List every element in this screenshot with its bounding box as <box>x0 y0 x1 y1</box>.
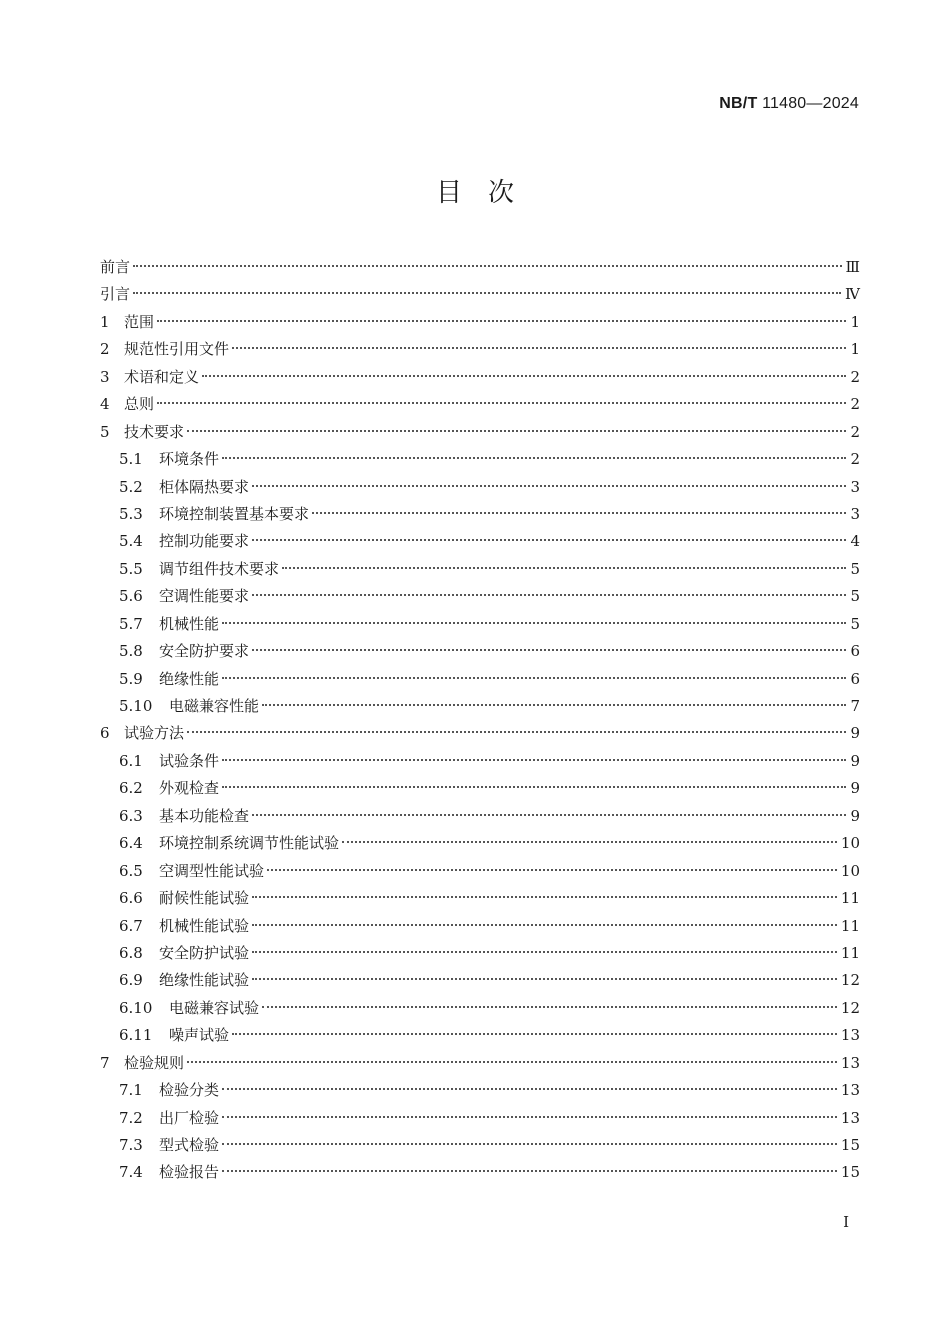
toc-entry-label: 空调型性能试验 <box>159 861 265 880</box>
dot-leader <box>187 430 846 432</box>
toc-entry-page: 13 <box>840 1108 860 1127</box>
toc-entry-label: 试验方法 <box>124 724 185 743</box>
toc-entry-label: 检验规则 <box>124 1053 185 1072</box>
toc-entry-label: 技术要求 <box>124 422 185 441</box>
table-of-contents <box>100 254 860 1187</box>
toc-entry[interactable] <box>100 611 860 638</box>
toc-entry-number: 6.3 <box>119 806 143 825</box>
toc-entry-page: 4 <box>850 532 860 551</box>
toc-entry-page: 13 <box>840 1053 860 1072</box>
toc-entry-number: 1 <box>100 312 110 331</box>
toc-entry[interactable] <box>100 501 860 528</box>
toc-entry[interactable] <box>100 309 860 336</box>
toc-entry-label: 机械性能试验 <box>159 916 250 935</box>
dot-leader <box>222 1088 837 1090</box>
toc-entry[interactable] <box>100 666 860 693</box>
toc-entry-label: 术语和定义 <box>124 367 200 386</box>
toc-entry-number: 6.5 <box>119 861 143 880</box>
dot-leader <box>202 375 846 377</box>
toc-entry-number: 5.3 <box>119 504 143 523</box>
toc-entry-number: 5.5 <box>119 559 143 578</box>
toc-entry[interactable] <box>100 858 860 885</box>
toc-entry-label: 总则 <box>124 395 155 414</box>
dot-leader <box>222 786 846 788</box>
toc-entry-page: 2 <box>850 367 860 386</box>
dot-leader <box>252 978 837 980</box>
toc-entry-label: 安全防护试验 <box>159 943 250 962</box>
toc-entry[interactable] <box>100 281 860 308</box>
toc-entry-label: 规范性引用文件 <box>124 340 230 359</box>
toc-entry-page: 3 <box>850 504 860 523</box>
dot-leader <box>133 292 841 294</box>
toc-entry-page: 9 <box>850 724 860 743</box>
toc-entry-number: 4 <box>100 395 110 414</box>
toc-entry-label: 前言 <box>100 258 131 276</box>
toc-entry-label: 机械性能 <box>159 614 220 633</box>
standard-code <box>719 95 859 113</box>
dot-leader <box>222 1116 837 1118</box>
toc-entry[interactable] <box>100 1105 860 1132</box>
toc-entry-page: 12 <box>840 971 860 990</box>
toc-entry-page: 11 <box>840 916 860 935</box>
toc-entry-number: 7.3 <box>119 1136 143 1154</box>
toc-entry-number: 6.9 <box>119 971 143 990</box>
toc-entry-number: 7 <box>100 1053 110 1072</box>
toc-entry-label: 外观检查 <box>159 779 220 798</box>
dot-leader <box>252 594 846 596</box>
toc-entry[interactable] <box>100 693 860 720</box>
toc-entry-label: 出厂检验 <box>159 1108 220 1127</box>
standard-prefix: NB/T <box>719 95 758 112</box>
dot-leader <box>222 457 846 459</box>
toc-entry[interactable] <box>100 967 860 994</box>
toc-entry[interactable] <box>100 748 860 775</box>
toc-entry-number: 5.7 <box>119 614 143 633</box>
toc-entry[interactable] <box>100 1132 860 1159</box>
toc-entry-number: 6.7 <box>119 916 143 935</box>
toc-entry-page: 11 <box>840 943 860 962</box>
toc-entry-page: 12 <box>840 998 860 1017</box>
standard-number: 11480—2024 <box>762 95 859 112</box>
toc-entry[interactable] <box>100 336 860 363</box>
toc-entry-label: 环境控制系统调节性能试验 <box>159 834 340 853</box>
toc-entry[interactable] <box>100 528 860 555</box>
dot-leader <box>252 649 846 651</box>
dot-leader <box>187 731 846 733</box>
toc-entry-label: 控制功能要求 <box>159 532 250 551</box>
toc-entry-page: 2 <box>850 395 860 414</box>
dot-leader <box>252 814 846 816</box>
dot-leader <box>133 265 842 267</box>
toc-entry[interactable] <box>100 913 860 940</box>
toc-entry-label: 空调性能要求 <box>159 587 250 606</box>
toc-entry[interactable] <box>100 364 860 391</box>
toc-entry-number: 6.6 <box>119 889 143 908</box>
toc-entry-page: 6 <box>850 669 860 688</box>
dot-leader <box>232 1033 837 1035</box>
dot-leader <box>252 951 837 953</box>
toc-entry-number: 7.4 <box>119 1163 143 1182</box>
toc-entry[interactable] <box>100 583 860 610</box>
toc-entry-number: 5.8 <box>119 642 143 661</box>
toc-entry-number: 5.1 <box>119 450 143 469</box>
dot-leader <box>267 869 837 871</box>
toc-entry-page: 9 <box>850 806 860 825</box>
toc-entry-number: 6.11 <box>119 1026 153 1045</box>
toc-entry-number: 6.1 <box>119 751 143 770</box>
toc-entry[interactable] <box>100 474 860 501</box>
toc-entry[interactable] <box>100 1022 860 1049</box>
toc-entry-label: 耐候性能试验 <box>159 889 250 908</box>
toc-entry[interactable] <box>100 720 860 747</box>
toc-entry-number: 5 <box>100 422 110 441</box>
toc-entry-page: 5 <box>850 614 860 633</box>
toc-entry-number: 6.4 <box>119 834 143 853</box>
toc-entry[interactable] <box>100 1077 860 1104</box>
toc-entry-page: 11 <box>840 889 860 908</box>
toc-entry-page: 13 <box>840 1081 860 1100</box>
dot-leader <box>222 759 846 761</box>
toc-entry-page: 7 <box>850 697 860 715</box>
toc-entry[interactable] <box>100 638 860 665</box>
toc-entry-label: 柜体隔热要求 <box>159 477 250 496</box>
toc-entry[interactable] <box>100 446 860 473</box>
toc-entry-number: 2 <box>100 340 110 359</box>
toc-entry-label: 环境条件 <box>159 450 220 469</box>
toc-entry[interactable] <box>100 830 860 857</box>
dot-leader <box>252 924 837 926</box>
toc-entry-label: 试验条件 <box>159 751 220 770</box>
toc-entry-number: 6 <box>100 724 110 743</box>
toc-entry-label: 型式检验 <box>159 1136 220 1154</box>
page-number: I <box>843 1213 849 1231</box>
toc-entry-label: 范围 <box>124 312 155 331</box>
toc-entry-label: 电磁兼容试验 <box>169 998 260 1017</box>
dot-leader <box>157 402 846 404</box>
dot-leader <box>252 485 846 487</box>
toc-entry-page: Ⅳ <box>845 285 860 304</box>
toc-entry-page: 2 <box>850 450 860 469</box>
toc-entry-number: 6.2 <box>119 779 143 798</box>
toc-entry-number: 5.4 <box>119 532 143 551</box>
dot-leader <box>312 512 846 514</box>
toc-entry-page: 1 <box>850 312 860 331</box>
toc-entry-label: 调节组件技术要求 <box>159 559 280 578</box>
toc-entry-number: 7.1 <box>119 1081 143 1100</box>
toc-entry-number: 3 <box>100 367 110 386</box>
toc-entry-number: 6.10 <box>119 998 153 1017</box>
dot-leader <box>252 896 837 898</box>
toc-entry[interactable] <box>100 391 860 418</box>
toc-entry[interactable] <box>100 775 860 802</box>
toc-entry-label: 引言 <box>100 285 131 304</box>
toc-entry-page: Ⅲ <box>845 258 860 276</box>
toc-entry[interactable] <box>100 419 860 446</box>
toc-entry[interactable] <box>100 1159 860 1186</box>
toc-entry-page: 15 <box>840 1136 860 1154</box>
toc-entry-label: 检验分类 <box>159 1081 220 1100</box>
toc-entry-page: 3 <box>850 477 860 496</box>
toc-entry-label: 安全防护要求 <box>159 642 250 661</box>
dot-leader <box>222 677 846 679</box>
toc-entry-number: 5.10 <box>119 697 153 715</box>
toc-entry[interactable] <box>100 556 860 583</box>
dot-leader <box>222 622 846 624</box>
toc-entry-label: 基本功能检查 <box>159 806 250 825</box>
toc-entry-number: 5.9 <box>119 669 143 688</box>
dot-leader <box>222 1170 837 1172</box>
toc-entry-label: 电磁兼容性能 <box>169 697 260 715</box>
toc-entry[interactable] <box>100 1050 860 1077</box>
toc-entry-page: 13 <box>840 1026 860 1045</box>
dot-leader <box>187 1061 837 1063</box>
toc-entry-page: 5 <box>850 559 860 578</box>
toc-entry[interactable] <box>100 995 860 1022</box>
toc-entry-page: 15 <box>840 1163 860 1182</box>
toc-entry-label: 检验报告 <box>159 1163 220 1182</box>
dot-leader <box>157 320 846 322</box>
dot-leader <box>232 347 846 349</box>
toc-entry[interactable] <box>100 803 860 830</box>
toc-entry-number: 6.8 <box>119 943 143 962</box>
toc-entry[interactable] <box>100 885 860 912</box>
toc-entry-page: 1 <box>850 340 860 359</box>
toc-entry-page: 5 <box>850 587 860 606</box>
toc-entry-number: 7.2 <box>119 1108 143 1127</box>
toc-entry[interactable] <box>100 254 860 281</box>
toc-entry-label: 绝缘性能 <box>159 669 220 688</box>
toc-entry-page: 9 <box>850 779 860 798</box>
toc-entry-number: 5.6 <box>119 587 143 606</box>
dot-leader <box>262 704 846 706</box>
toc-entry-label: 噪声试验 <box>169 1026 230 1045</box>
toc-entry-label: 绝缘性能试验 <box>159 971 250 990</box>
toc-entry[interactable] <box>100 940 860 967</box>
toc-entry-page: 6 <box>850 642 860 661</box>
toc-entry-label: 环境控制装置基本要求 <box>159 504 310 523</box>
toc-entry-page: 10 <box>840 834 860 853</box>
page-title: 目 次 <box>435 178 514 208</box>
toc-entry-number: 5.2 <box>119 477 143 496</box>
dot-leader <box>262 1006 837 1008</box>
toc-entry-page: 10 <box>840 861 860 880</box>
dot-leader <box>252 539 846 541</box>
dot-leader <box>222 1143 837 1145</box>
toc-entry-page: 2 <box>850 422 860 441</box>
dot-leader <box>282 567 846 569</box>
toc-entry-page: 9 <box>850 751 860 770</box>
dot-leader <box>342 841 837 843</box>
